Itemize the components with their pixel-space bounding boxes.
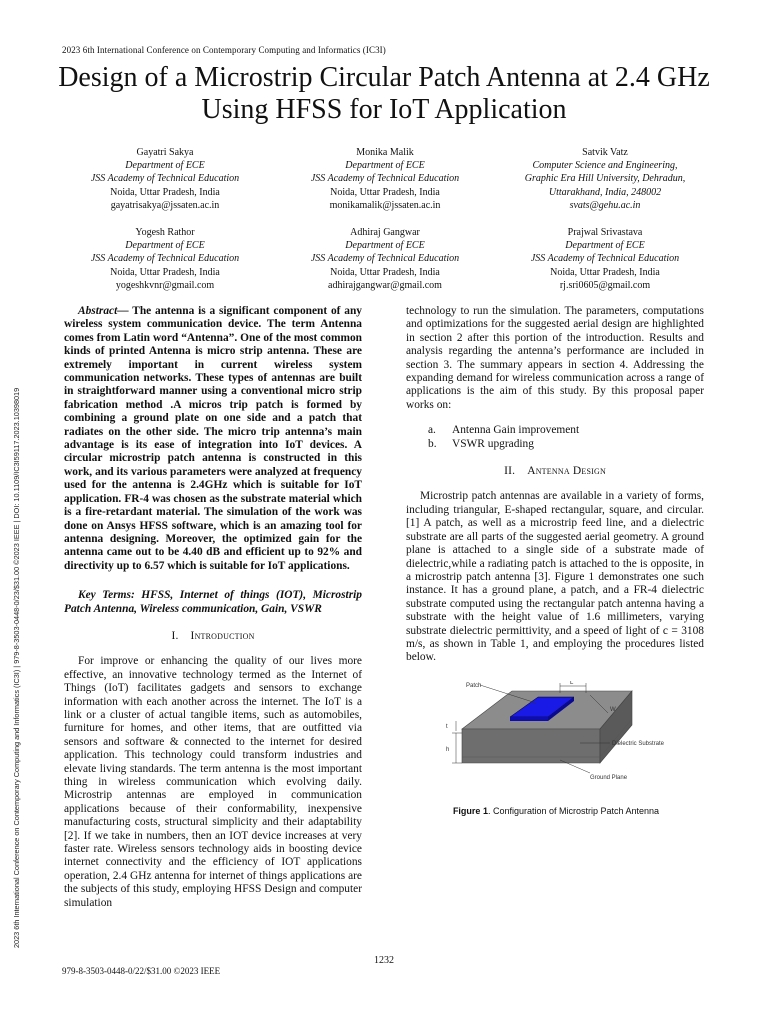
introduction-text: For improve or enhancing the quality of our lives more effective, an innovative technology termed as the Internet of Things (IoT) facilitates gadgets and sensors to exchange information with each another across the internet. The IoT is a link or a cluster of actual tangible items, such as automobiles, furniture for homes, and other items, that are outfitted via sensors and software & connected to the internet for desired application. This technology could transform industries and elevate living standards. The term antenna is the most important thing in wireless communication which evolving daily. Microstrip antennas are employed in communication applications because of their conformability, inexpensive manufacturing costs, structural simplicity and their adaptability [2]. If we take in numbers, then an IOT device increases at very faster rate. Wireless sensors technology aids in boosting device internet connectivity and the efficiency of IOT applications operation, 2.4 GHz antenna for internet of things applications are the subjects of this study, employing HFSS Design and computer simulation <box>64 655 362 909</box>
author-name: Adhiraj Gangwar <box>350 227 420 239</box>
conference-header: 2023 6th International Conference on Contemporary Computing and Informatics (IC3I) <box>62 45 386 55</box>
abstract-text: The antenna is a significant component of any wireless system communication device. The term Antenna comes from Latin word “Antenna”. One of the most common kinds of printed Antenna is micro strip antenna. These are extremely important in current wireless system communication networks. These types of antennas are built in straightforward manner using a conventional micro strip fabrication method .A micros trip patch is formed by combining a ground plate on one side and a patch that radiates on the other side. The micro trip antenna’s main advantage is its ease of integration into IoT devices. A circular microstrip patch antenna is constructed in this work, and its various parameters were analyzed at frequency used for the antenna is 2.4GHz which is suitable for IoT application. FR-4 was chosen as the substrate material which is a fire-retardant material. The simulation of the work was done on Ansys HFSS software, which is an amazing tool for antenna designing. Moreover, the optimized gain for the antenna came out to be 4.40 dB and efficient up to 92% and directivity up to 6.57 which is suitable for IoT applications. <box>64 305 362 572</box>
author-email[interactable]: adhirajgangwar@gmail.com <box>328 279 442 291</box>
figure-caption-text: . Configuration of Microstrip Patch Antenna <box>487 805 660 816</box>
author-dept: Department of ECE <box>125 240 205 252</box>
list-text: VSWR upgrading <box>452 437 534 450</box>
substrate-front-face <box>462 729 600 763</box>
author-name: Yogesh Rathor <box>135 227 195 239</box>
author-name: Satvik Vatz <box>582 147 628 158</box>
author-3 <box>495 146 715 212</box>
author-5 <box>275 226 495 292</box>
section-heading-introduction <box>64 630 362 643</box>
author-email[interactable]: svats@gehu.ac.in <box>569 199 641 211</box>
abstract <box>64 305 362 573</box>
author-1 <box>55 146 275 212</box>
author-name: Prajwal Srivastava <box>567 227 643 239</box>
paper-title: Design of a Microstrip Circular Patch Antenna at 2.4 GHz Using HFSS for IoT Application <box>58 62 710 125</box>
antenna-design-text: Microstrip patch antennas are available in a variety of forms, including triangular, E-shaped rectangular, square, and circular.[1] A patch, as well as a microstrip feed line, and a dielectric substrate are all parts of the suggested aerial geometry. A ground plane is attached to a single side of a substrate made of dielectric,while a radiating patch is attached to the is opposite, in a microstrip patch antenna [3]. Figure 1 demonstrates one such instance. It has a ground plane, a patch, and a FR-4 dielectric substrate computed using the rectangular patch antenna having a substrate with the height value of 1.6 millimeters, varying substrate dielectric permittivity, and a speed of light of c = 3108 m/s, as shown in Table 1, and employing the procedures listed below. <box>406 490 704 664</box>
author-addr: Noida, Uttar Pradesh, India <box>550 266 660 278</box>
author-email[interactable]: yogeshkvnr@gmail.com <box>115 279 215 291</box>
author-name: Gayatri Sakya <box>136 147 194 158</box>
author-inst: JSS Academy of Technical Education <box>310 253 460 265</box>
patch-label: Patch <box>466 682 482 689</box>
right-column <box>406 305 704 818</box>
author-email[interactable]: gayatrisakya@jssaten.ac.in <box>110 199 220 211</box>
author-block <box>55 146 715 292</box>
author-addr: Noida, Uttar Pradesh, India <box>110 266 220 278</box>
author-6 <box>495 226 715 292</box>
keywords: Key Terms: HFSS, Internet of things (IOT), Microstrip Patch Antenna, Wireless communication, Gain, VSWR <box>64 589 362 615</box>
section-heading-antenna-design <box>406 465 704 478</box>
author-addr: Noida, Uttar Pradesh, India <box>110 186 220 198</box>
author-name: Monika Malik <box>356 147 414 158</box>
page-number: 1232 <box>374 955 394 966</box>
list-item <box>428 424 704 437</box>
doi-sidebar: 2023 6th International Conference on Contemporary Computing and Informatics (IC3I) | 979-8-3503-0448-0/23/$31.00 ©2023 IEEE | DOI: 10.1109/IC3I59117.2023.10398019 <box>12 387 21 948</box>
author-addr: Noida, Uttar Pradesh, India <box>330 186 440 198</box>
author-inst: Graphic Era Hill University, Dehradun, <box>524 173 686 185</box>
list-marker: b. <box>428 437 437 450</box>
section-number: I. <box>171 629 179 642</box>
section-title: Introduction <box>190 629 255 642</box>
author-2 <box>275 146 495 212</box>
author-addr: Noida, Uttar Pradesh, India <box>330 266 440 278</box>
figure-caption <box>440 805 672 818</box>
left-column <box>64 305 362 910</box>
author-inst: JSS Academy of Technical Education <box>310 173 460 185</box>
list-marker: a. <box>428 424 436 437</box>
author-dept: Department of ECE <box>125 160 205 172</box>
author-dept: Computer Science and Engineering, <box>532 160 678 172</box>
figure-caption-label: Figure 1 <box>452 805 488 816</box>
substrate-label: Dielectric Substrate <box>612 740 665 747</box>
dim-h-label: h <box>446 746 450 753</box>
dim-L-label: L <box>570 680 574 686</box>
dim-W-label: W <box>610 706 616 713</box>
intro-continued-text: technology to run the simulation. The parameters, computations and optimizations for the suggested aerial design are highlighted in section 2 after this portion of the introduction. Results and analysis regarding the antenna’s performance are included in section 3. The summary appears in section 4. Addressing the expanding demand for wireless communication across a range of applications is the aim of this study. By this proposal paper works on: <box>406 305 704 411</box>
author-dept: Department of ECE <box>345 240 425 252</box>
list-item <box>428 438 704 451</box>
author-addr: Uttarakhand, India, 248002 <box>548 186 662 198</box>
author-email[interactable]: monikamalik@jssaten.ac.in <box>329 199 441 211</box>
author-dept: Department of ECE <box>565 240 645 252</box>
antenna-diagram <box>440 681 672 799</box>
contribution-list <box>428 424 704 451</box>
patch-front <box>510 717 548 721</box>
footer-copyright: 979-8-3503-0448-0/22/$31.00 ©2023 IEEE <box>62 966 221 976</box>
abstract-lead: Abstract— <box>78 305 129 317</box>
ground-label: Ground Plane <box>590 774 628 781</box>
section-number: II. <box>504 465 516 478</box>
author-inst: JSS Academy of Technical Education <box>90 173 240 185</box>
author-dept: Department of ECE <box>345 160 425 172</box>
author-inst: JSS Academy of Technical Education <box>530 253 680 265</box>
list-text: Antenna Gain improvement <box>452 424 580 437</box>
author-email[interactable]: rj.sri0605@gmail.com <box>559 279 651 291</box>
section-title: Antenna Design <box>527 465 606 478</box>
dim-t-label: t <box>446 723 448 730</box>
author-4 <box>55 226 275 292</box>
author-inst: JSS Academy of Technical Education <box>90 253 240 265</box>
figure-1 <box>440 681 672 818</box>
